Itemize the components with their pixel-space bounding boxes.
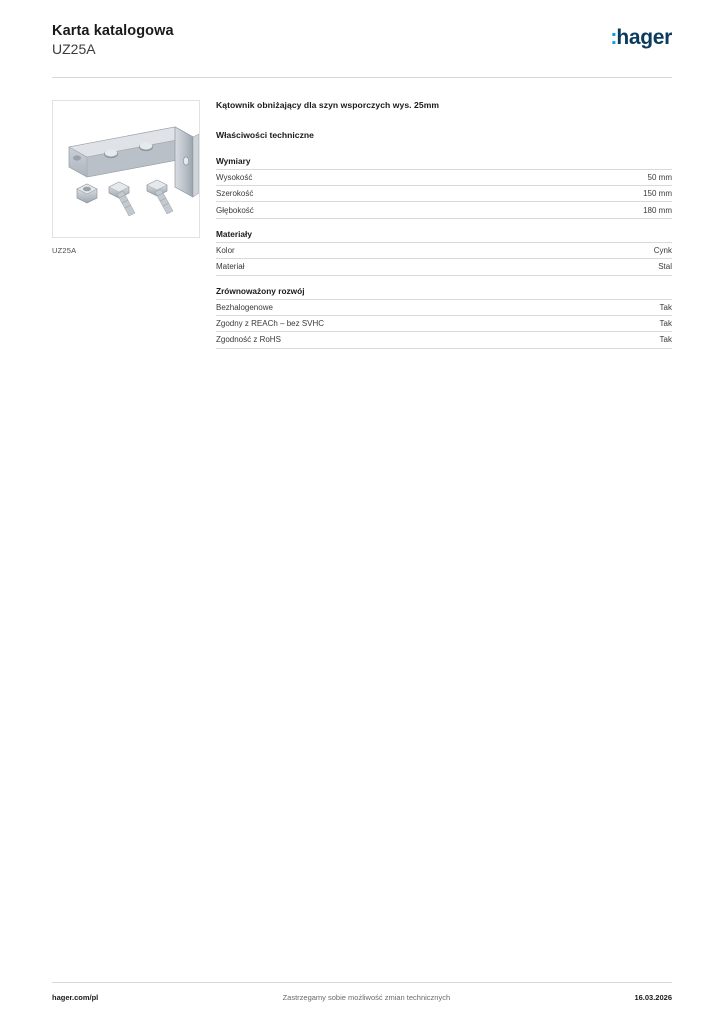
logo-wordmark: hager bbox=[616, 26, 672, 49]
section-title-sustainability: Zrównoważony rozwój bbox=[216, 285, 305, 296]
page-title: Karta katalogowa bbox=[52, 23, 174, 39]
table-row bbox=[216, 186, 672, 202]
footer-disclaimer: Zastrzegamy sobie możliwość zmian technicznych bbox=[282, 993, 451, 1002]
section-title-materials: Materiały bbox=[216, 228, 252, 239]
table-row bbox=[216, 169, 672, 185]
spec-label: Materiał bbox=[216, 262, 245, 272]
technical-properties-heading: Właściwości techniczne bbox=[216, 129, 314, 140]
section-title-dimensions: Wymiary bbox=[216, 155, 251, 166]
spec-value: Tak bbox=[659, 302, 672, 312]
page-footer bbox=[52, 982, 672, 1002]
spec-value: Tak bbox=[659, 335, 672, 345]
spec-table-materials bbox=[216, 242, 672, 276]
spec-value: Cynk bbox=[653, 245, 672, 255]
product-description: Kątownik obniżający dla szyn wsporczych wys. 25mm bbox=[216, 99, 440, 110]
spec-value: 50 mm bbox=[647, 172, 672, 182]
table-row bbox=[216, 259, 672, 275]
footer-row bbox=[52, 993, 672, 1002]
product-image-column bbox=[52, 100, 200, 349]
table-row bbox=[216, 202, 672, 218]
footer-divider bbox=[52, 982, 672, 983]
table-row bbox=[216, 315, 672, 331]
spec-label: Szerokość bbox=[216, 189, 254, 199]
spec-label: Bezhalogenowe bbox=[216, 302, 273, 312]
header-divider bbox=[52, 77, 672, 78]
spec-label: Zgodność z RoHS bbox=[216, 335, 281, 345]
spec-value: 150 mm bbox=[643, 189, 672, 199]
spec-label: Głębokość bbox=[216, 205, 254, 215]
spec-label: Wysokość bbox=[216, 172, 253, 182]
product-image-frame bbox=[52, 100, 200, 238]
title-block bbox=[52, 22, 174, 59]
spec-table-sustainability bbox=[216, 299, 672, 349]
page-content bbox=[52, 100, 672, 349]
product-image-caption: UZ25A bbox=[52, 245, 77, 255]
hager-logo bbox=[610, 22, 672, 50]
spec-table-dimensions bbox=[216, 169, 672, 219]
spec-value: 180 mm bbox=[643, 205, 672, 215]
table-row bbox=[216, 332, 672, 348]
table-row bbox=[216, 299, 672, 315]
footer-date: 16.03.2026 bbox=[634, 993, 672, 1002]
spec-label: Kolor bbox=[216, 245, 235, 255]
spec-label: Zgodny z REACh – bez SVHC bbox=[216, 319, 325, 329]
spec-value: Stal bbox=[658, 262, 672, 272]
bracket-illustration-icon bbox=[53, 101, 199, 237]
product-reference: UZ25A bbox=[52, 41, 96, 58]
table-row bbox=[216, 242, 672, 258]
footer-website-link[interactable]: hager.com/pl bbox=[52, 993, 99, 1002]
page-header bbox=[52, 0, 672, 59]
specs-column bbox=[200, 100, 672, 349]
logo-dots-icon: : bbox=[610, 26, 617, 49]
spec-value: Tak bbox=[659, 319, 672, 329]
